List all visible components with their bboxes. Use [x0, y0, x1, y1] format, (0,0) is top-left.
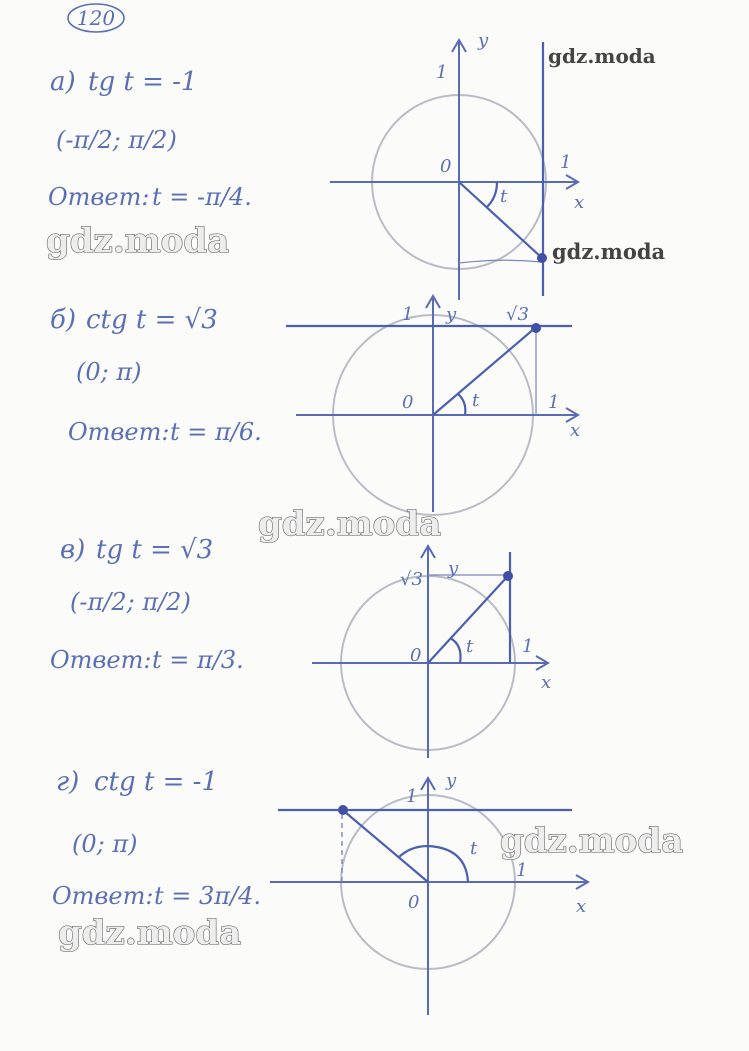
part-a-answer-prefix: Ответ: [48, 183, 150, 211]
graph-c-origin: 0 [410, 645, 422, 666]
part-d-answer: t = 3π/4. [154, 882, 262, 910]
graph-d-x-label: x [576, 896, 587, 917]
part-d-label: г) [56, 767, 80, 797]
part-a-equation: tg t = -1 [88, 67, 198, 97]
graph-b-one-y: 1 [402, 304, 414, 325]
watermark-left-a: gdz.moda [46, 221, 230, 261]
graph-d [270, 770, 588, 1015]
part-c-answer: t = π/3. [152, 646, 244, 674]
angle-arc-d [398, 846, 468, 882]
graph-c-one-x: 1 [522, 636, 534, 657]
graph-d-angle: t [470, 838, 478, 859]
part-a-label: а) [50, 67, 76, 97]
part-d-solution [52, 767, 261, 910]
part-b-solution [50, 305, 262, 446]
angle-arc-a [487, 182, 497, 207]
solution-point-d [338, 805, 348, 815]
graph-d-y-label: y [446, 770, 457, 791]
angle-arc-b [458, 394, 465, 415]
graph-b-one-x: 1 [548, 392, 560, 413]
graph-a-angle: t [500, 186, 508, 207]
graph-a-one-x: 1 [560, 152, 572, 173]
graph-b-angle: t [472, 390, 480, 411]
part-a-solution [48, 67, 252, 211]
part-b-interval: (0; π) [76, 358, 142, 386]
graph-b [286, 296, 580, 515]
graph-d-one-y: 1 [406, 786, 418, 807]
problem-number-text: 120 [76, 6, 116, 30]
solution-point-a [537, 253, 547, 263]
watermark-right-d: gdz.moda [500, 821, 684, 861]
watermark-right-a: gdz.moda [552, 239, 666, 264]
graph-a-x-label: x [574, 192, 585, 213]
part-b-label: б) [50, 305, 77, 335]
graph-b-x-label: x [570, 420, 581, 441]
graph-c [312, 546, 551, 758]
graph-c-one-y: √3 [400, 569, 423, 590]
angle-ray-b [433, 328, 535, 415]
graph-a-origin: 0 [440, 156, 452, 177]
watermark-top-right: gdz.moda [548, 44, 656, 68]
graph-b-point-label: √3 [506, 304, 529, 325]
part-b-equation: ctg t = √3 [86, 305, 218, 335]
watermark-left-d: gdz.moda [58, 913, 242, 953]
part-b-answer: t = π/6. [170, 418, 262, 446]
graph-d-origin: 0 [408, 892, 420, 913]
part-d-equation: ctg t = -1 [94, 767, 219, 797]
graph-b-y-label: y [446, 304, 457, 325]
solution-point-b [531, 323, 541, 333]
part-c-solution [50, 535, 244, 674]
watermark-center-b: gdz.moda [258, 504, 442, 544]
part-b-answer-prefix: Ответ: [68, 418, 170, 446]
part-c-label: в) [60, 535, 86, 565]
solution-point-c [503, 571, 513, 581]
graph-a-y-label: y [478, 30, 489, 51]
part-a-answer: t = -π/4. [152, 183, 252, 211]
part-a-interval: (-π/2; π/2) [56, 126, 177, 154]
part-c-equation: tg t = √3 [96, 535, 214, 565]
graph-c-x-label: x [541, 672, 552, 693]
problem-number [68, 4, 124, 32]
part-d-interval: (0; π) [72, 830, 138, 858]
part-c-interval: (-π/2; π/2) [70, 588, 191, 616]
part-c-answer-prefix: Ответ: [50, 646, 152, 674]
graph-c-y-label: y [448, 558, 459, 579]
projection-arc-a [459, 260, 541, 263]
part-d-answer-prefix: Ответ: [52, 882, 154, 910]
angle-arc-c [450, 638, 461, 663]
graph-a [330, 30, 584, 300]
graph-a-one-y: 1 [436, 62, 448, 83]
graph-c-angle: t [466, 636, 474, 657]
graph-b-origin: 0 [402, 392, 414, 413]
graph-d-one-x: 1 [516, 860, 528, 881]
